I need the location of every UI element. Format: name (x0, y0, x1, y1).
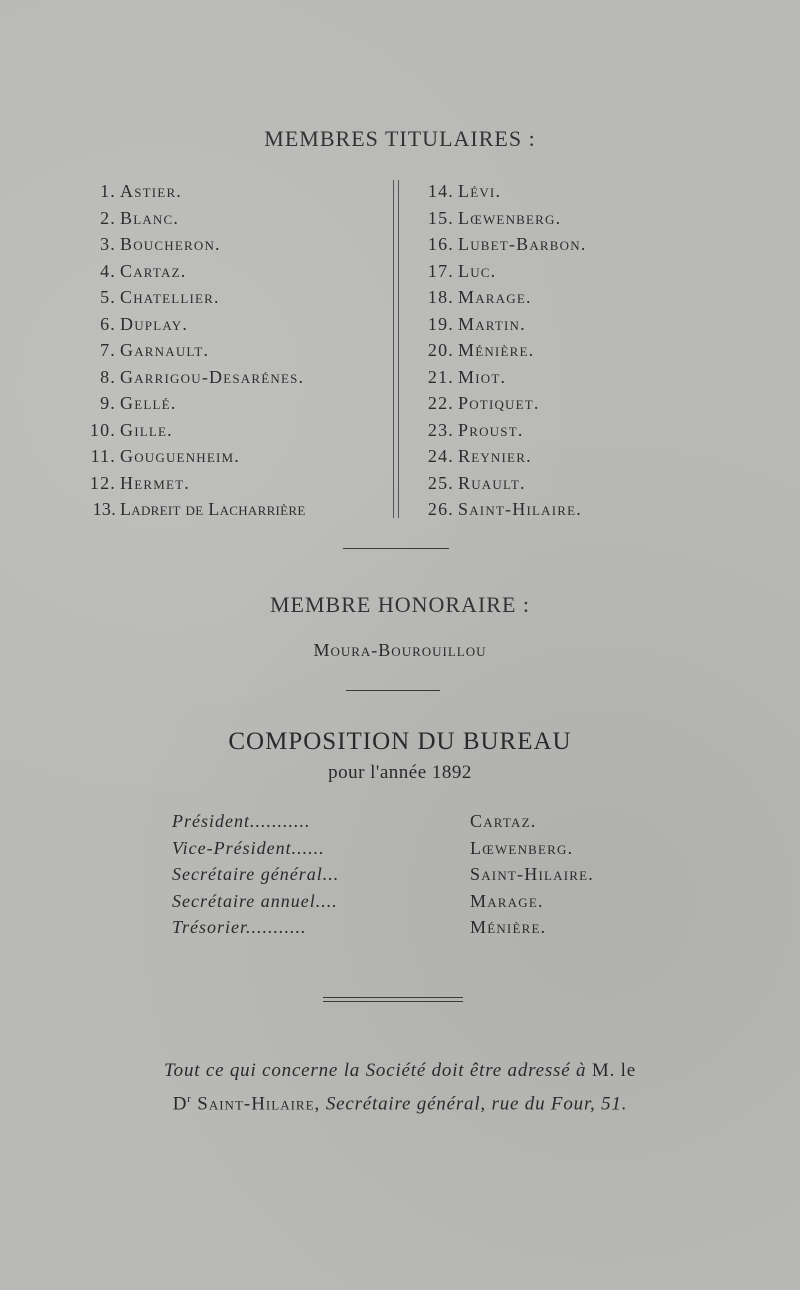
section-divider (346, 690, 440, 691)
section-divider (343, 548, 449, 549)
member-name: Reynier. (458, 446, 532, 466)
member-number: 2. (100, 207, 116, 228)
honoraire-heading: MEMBRE HONORAIRE : (269, 592, 530, 617)
list-item (420, 470, 750, 497)
member-name: Martin. (458, 313, 526, 334)
note-dr: D (172, 1093, 188, 1115)
member-number: 18. (427, 287, 454, 307)
address-note (0, 1057, 800, 1118)
list-item (86, 258, 386, 285)
member-number: 6. (100, 313, 116, 334)
member-number: 13. (92, 499, 116, 519)
member-name: Miot. (458, 366, 507, 387)
member-name: Saint-Hilaire. (458, 499, 582, 519)
list-item (420, 417, 750, 444)
list-item (86, 390, 386, 417)
bureau-holder: Cartaz. (470, 811, 537, 831)
member-number: 10. (89, 419, 116, 440)
member-number: 15. (427, 207, 454, 228)
note-line1-rest: M. le (591, 1060, 636, 1081)
list-item (420, 390, 750, 417)
member-number: 14. (427, 181, 454, 201)
titulaires-heading: MEMBRES TITULAIRES : (264, 126, 536, 151)
member-name: Ruault. (458, 472, 526, 493)
list-item (420, 311, 750, 338)
list-item (420, 337, 750, 364)
bureau-title: COMPOSITION DU BUREAU (228, 728, 572, 755)
member-name: Ménière. (458, 340, 535, 360)
list-item (420, 231, 750, 258)
list-item (86, 337, 386, 364)
member-name: Chatellier. (120, 287, 220, 307)
list-item (420, 205, 750, 232)
member-number: 3. (100, 234, 116, 254)
bureau-role: Trésorier........... (172, 917, 307, 937)
bureau-table (172, 808, 642, 941)
member-name: Lœwenberg. (458, 207, 562, 228)
list-item (86, 284, 386, 311)
member-name: Ladreit de Lacharrière (120, 499, 306, 519)
list-item (86, 205, 386, 232)
bureau-role: Vice-Président...... (172, 837, 325, 858)
list-item (86, 496, 386, 523)
member-name: Cartaz. (120, 260, 187, 281)
member-name: Lévi. (458, 181, 502, 201)
member-name: Marage. (458, 287, 532, 307)
note-dr-sup: r (187, 1093, 192, 1105)
double-rule-top (323, 997, 463, 998)
member-name: Lubet-Barbon. (458, 234, 587, 254)
member-name: Gellé. (120, 393, 177, 413)
bureau-holder: Lœwenberg. (470, 837, 574, 858)
list-item (86, 178, 386, 205)
member-name: Garnault. (120, 340, 210, 360)
list-item (420, 258, 750, 285)
member-number: 12. (89, 472, 116, 493)
member-number: 25. (427, 472, 454, 493)
bureau-role: Président........... (172, 811, 311, 831)
member-number: 23. (427, 419, 454, 440)
list-item (86, 443, 386, 470)
note-name: Saint-Hilaire, (197, 1093, 321, 1115)
bureau-row (172, 888, 642, 915)
member-name: Garrigou-Desarénes. (120, 366, 305, 387)
member-name: Potiquet. (458, 393, 540, 413)
member-name: Hermet. (120, 472, 190, 493)
note-line2-italic: Secrétaire général, rue du Four, 51. (325, 1093, 628, 1115)
member-number: 24. (427, 446, 454, 466)
member-number: 22. (427, 393, 454, 413)
member-name: Blanc. (120, 207, 180, 228)
column-divider (393, 180, 399, 518)
titulaires-left-column (86, 178, 386, 523)
bureau-role: Secrétaire général... (172, 864, 340, 884)
member-name: Gille. (120, 419, 173, 440)
double-rule-bottom (323, 1001, 463, 1002)
member-number: 26. (427, 499, 454, 519)
member-number: 5. (100, 287, 116, 307)
member-number: 21. (427, 366, 454, 387)
bureau-subtitle: pour l'année 1892 (328, 762, 472, 783)
bureau-row (172, 835, 642, 862)
member-number: 4. (100, 260, 116, 281)
member-name: Boucheron. (120, 234, 221, 254)
member-name: Astier. (120, 181, 183, 201)
bureau-row (172, 914, 642, 941)
titulaires-right-column (420, 178, 750, 523)
member-number: 1. (100, 181, 116, 201)
member-number: 7. (100, 340, 116, 360)
member-number: 19. (427, 313, 454, 334)
list-item (420, 443, 750, 470)
member-number: 20. (427, 340, 454, 360)
list-item (86, 364, 386, 391)
list-item (86, 417, 386, 444)
list-item (420, 496, 750, 523)
member-number: 11. (90, 446, 116, 466)
member-name: Luc. (458, 260, 497, 281)
list-item (420, 178, 750, 205)
list-item (86, 470, 386, 497)
bureau-holder: Ménière. (470, 917, 547, 937)
list-item (86, 311, 386, 338)
bureau-row (172, 808, 642, 835)
member-number: 8. (100, 366, 116, 387)
member-name: Proust. (458, 419, 524, 440)
note-line1-italic: Tout ce qui concerne la Société doit être adressé à (164, 1060, 587, 1081)
honoraire-name: Moura-Bourouillou (313, 640, 487, 660)
bureau-holder: Marage. (470, 890, 544, 911)
list-item (86, 231, 386, 258)
member-number: 9. (100, 393, 116, 413)
member-name: Duplay. (120, 313, 189, 334)
list-item (420, 364, 750, 391)
bureau-row (172, 861, 642, 888)
list-item (420, 284, 750, 311)
bureau-role: Secrétaire annuel.... (172, 890, 338, 911)
member-name: Gouguenheim. (120, 446, 240, 466)
member-number: 16. (427, 234, 454, 254)
bureau-holder: Saint-Hilaire. (470, 864, 594, 884)
member-number: 17. (427, 260, 454, 281)
